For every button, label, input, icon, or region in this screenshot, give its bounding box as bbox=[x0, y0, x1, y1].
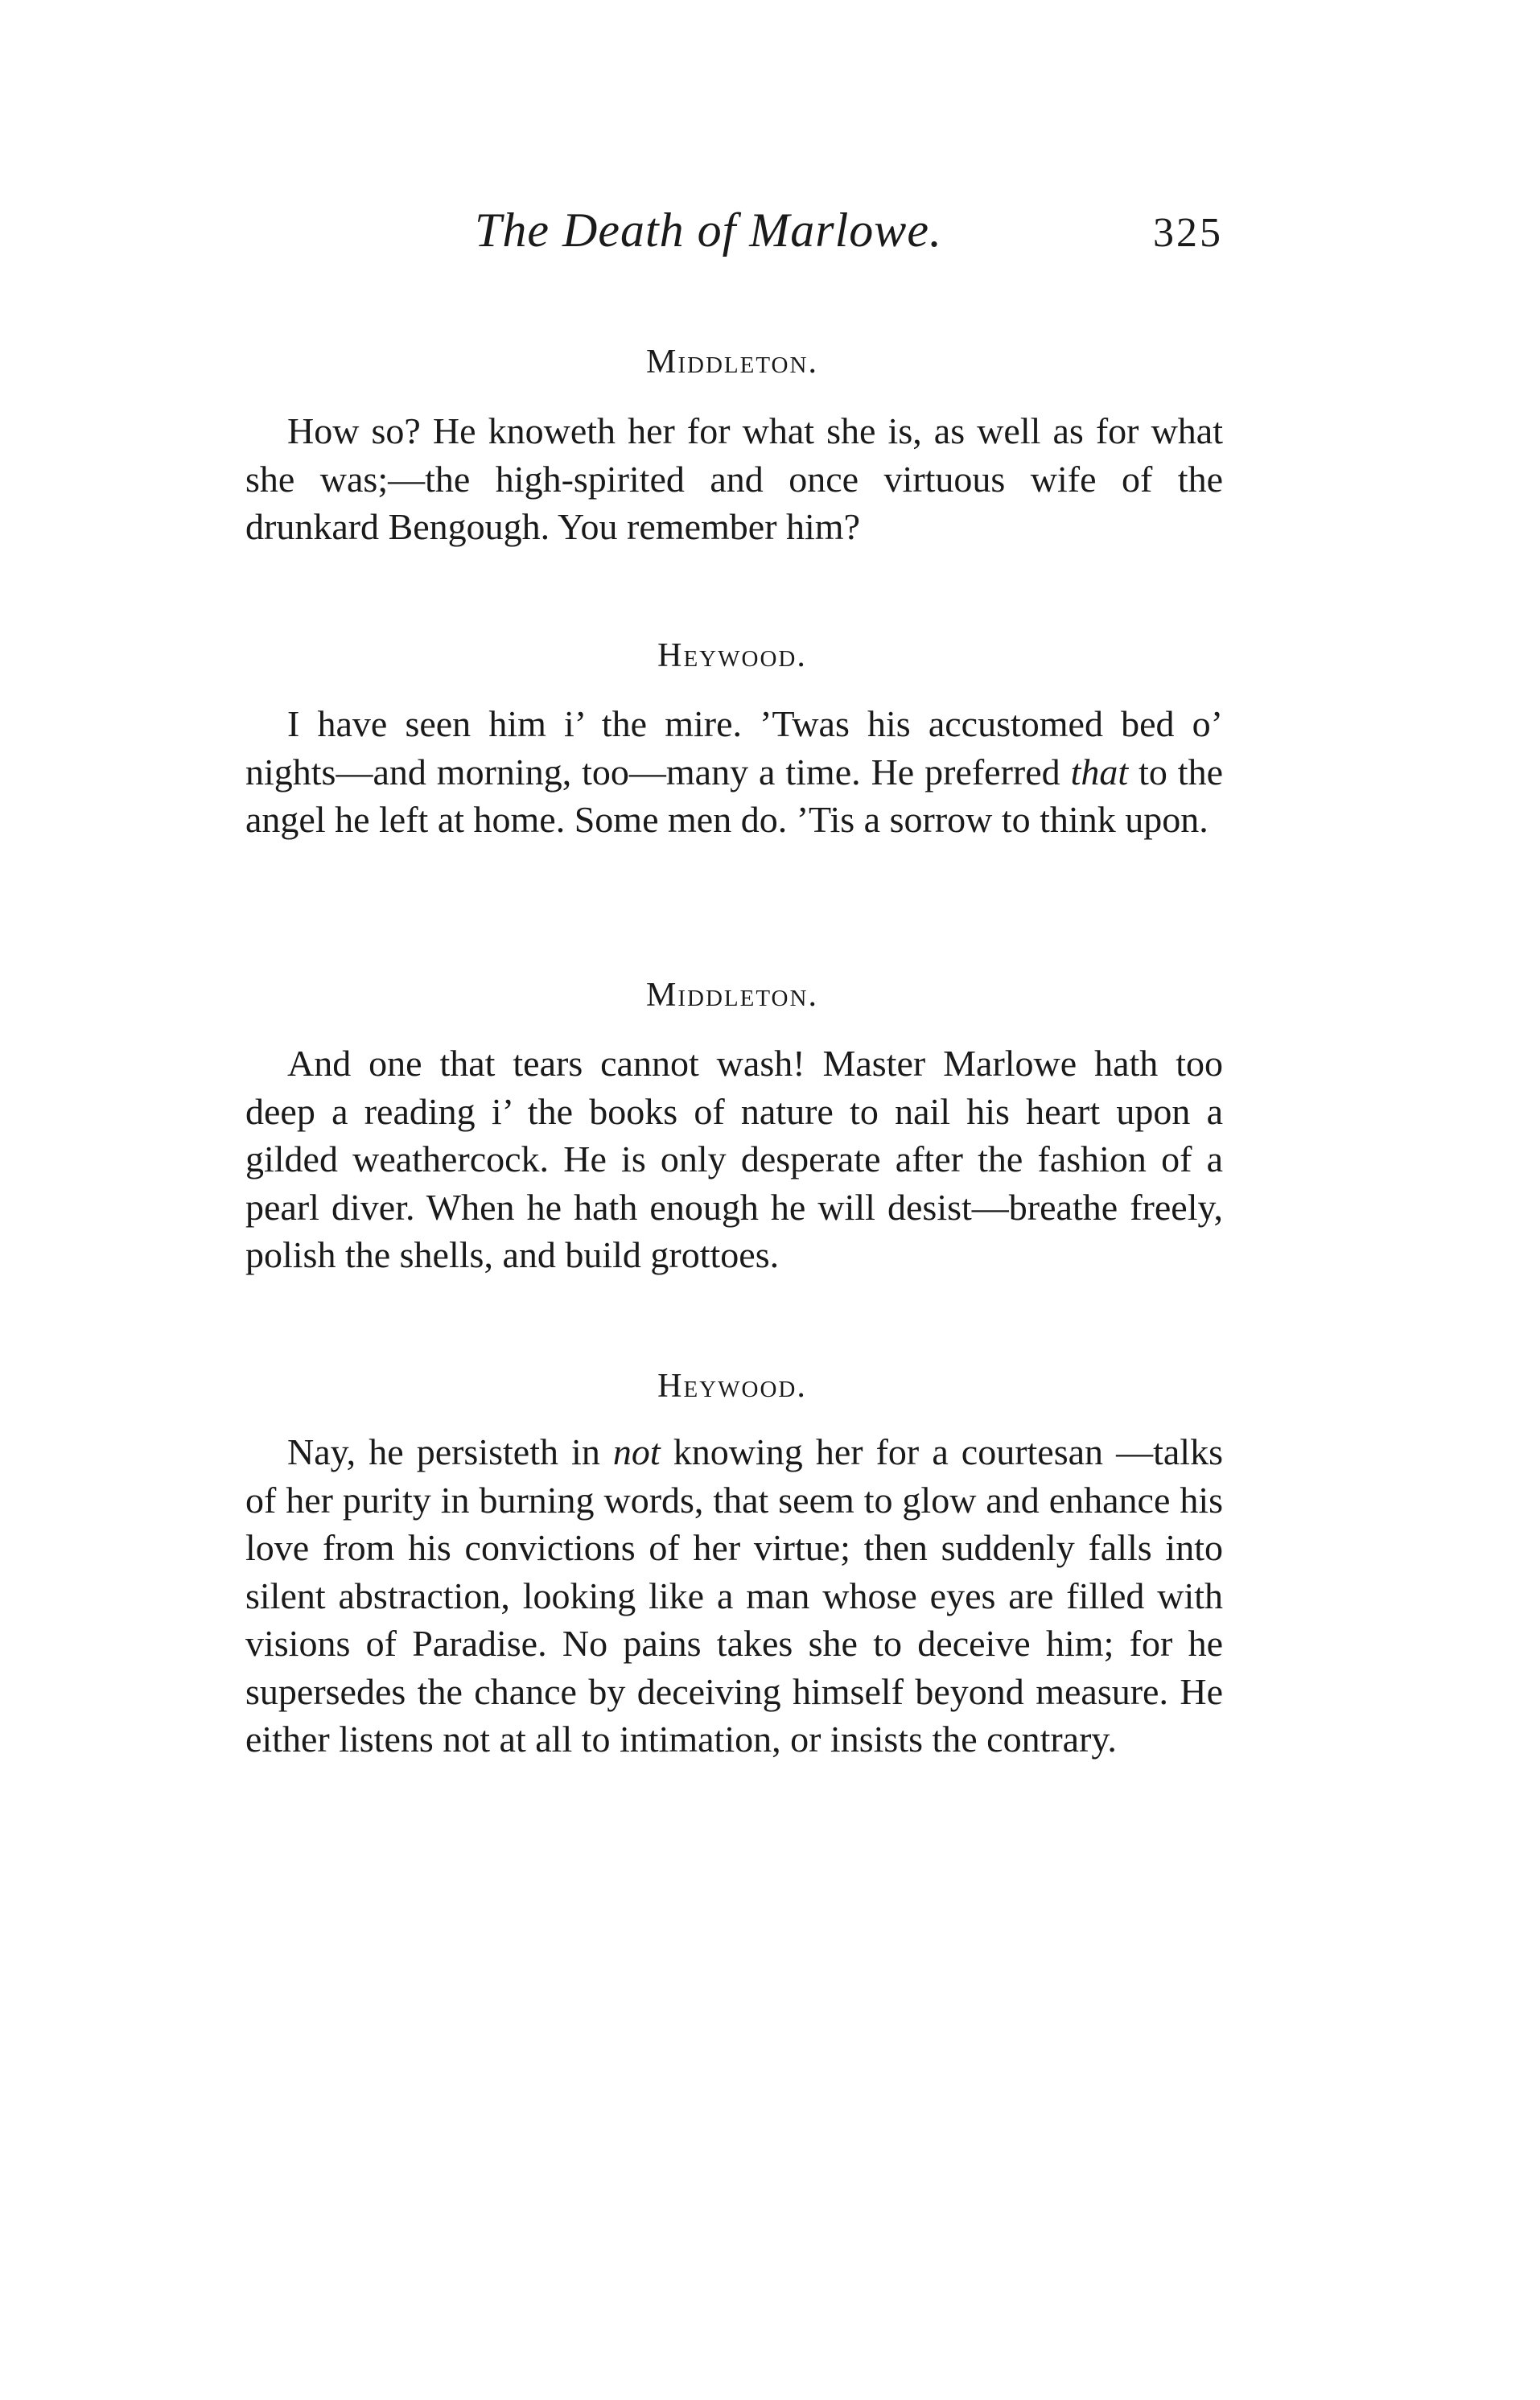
speaker-heading: Heywood. bbox=[657, 1368, 807, 1405]
running-head bbox=[241, 203, 1223, 267]
speech-text: And one that tears cannot wash! Master Marlowe hath too deep a reading i’ the books of nature to nail his heart upon a gilded weathercock. He is only desperate after the fashion of a pearl diver. When he hath enough he will desist—breathe freely, polish the shells, and build grottoes. bbox=[245, 1043, 1223, 1275]
page-number: 325 bbox=[1153, 210, 1223, 256]
emphasis-text: not bbox=[612, 1431, 661, 1472]
speech-text: knowing her for a courtesan —talks of her purity in burning words, that seem to glow and enhance his love from his convictions of her virtue; then suddenly falls into silent abstraction, looking like a man whose eyes are filled with visions of Paradise. No pains takes she to deceive him; for he supersedes the chance by deceiving himself beyond measure. He either listens not at all to intimation, or insists the contrary. bbox=[245, 1431, 1223, 1760]
speech-paragraph bbox=[245, 1039, 1223, 1279]
speaker-heading: Middleton. bbox=[646, 977, 818, 1014]
speaker-heading: Heywood. bbox=[657, 637, 807, 674]
speaker-heading: Middleton. bbox=[646, 344, 818, 381]
running-title: The Death of Marlowe. bbox=[475, 204, 942, 257]
speech-text: How so? He knoweth her for what she is, as well as for what she was;—the high-spirited and once virtuous wife of the drunkard Bengough. You remember him? bbox=[245, 410, 1223, 547]
speech-text: to the angel he left at home. Some men do. ’Tis a sorrow to think upon. bbox=[245, 751, 1223, 840]
emphasis-text: that bbox=[1070, 751, 1129, 792]
speech-text: I have seen him i’ the mire. ’Twas his accustomed bed o’ nights—and morning, too—many a time. He preferred bbox=[245, 703, 1223, 792]
speech-paragraph bbox=[245, 700, 1223, 844]
speech-text: Nay, he persisteth in bbox=[287, 1431, 613, 1472]
speech-paragraph bbox=[245, 1428, 1223, 1764]
speech-paragraph bbox=[245, 407, 1223, 551]
